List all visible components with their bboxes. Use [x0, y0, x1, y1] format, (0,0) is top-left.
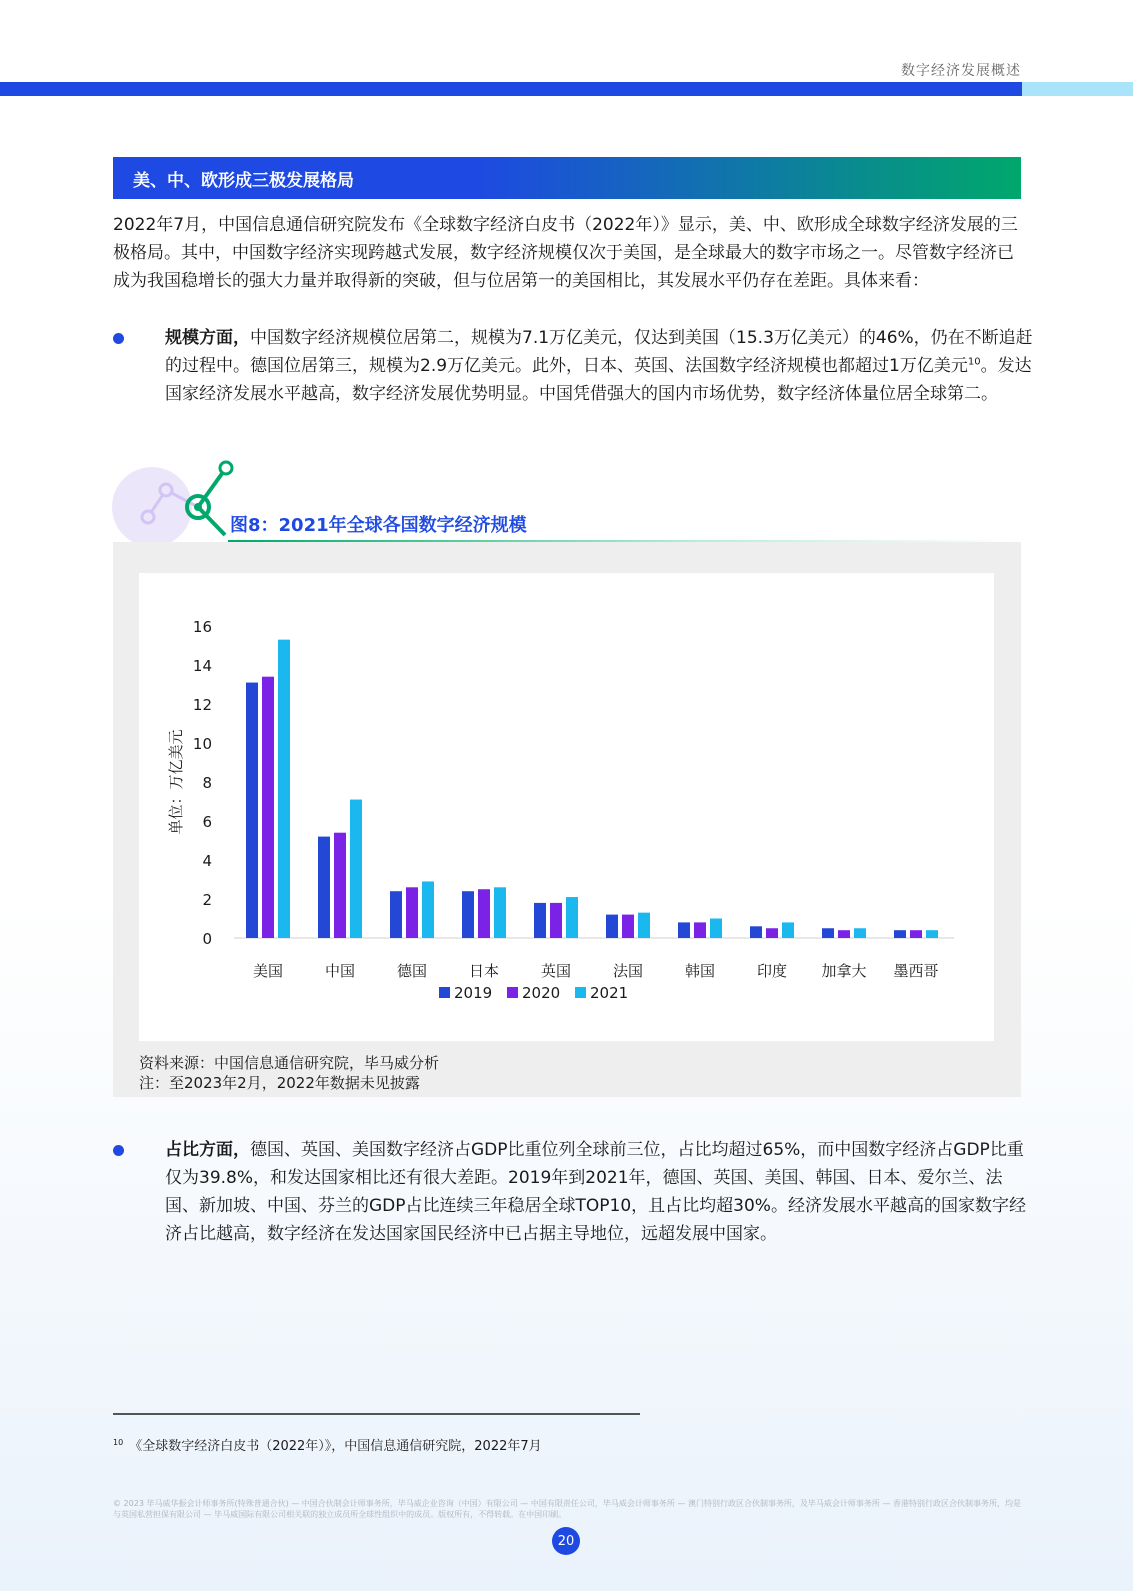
- chart-card: [139, 573, 994, 1041]
- x-tick-label: 韩国: [684, 962, 716, 980]
- bar-2019: [246, 683, 258, 938]
- x-tick-label: 德国: [396, 962, 428, 980]
- bullet-dot: [113, 1145, 124, 1156]
- y-tick-label: 6: [202, 813, 212, 831]
- section-banner: [113, 157, 1021, 199]
- bullet-body-b: 。发达国家经济发展水平越高，数字经济发展优势明显。中国凭借强大的国内市场优势，数字经济体量位居全球第二。: [165, 356, 1032, 404]
- x-tick-label: 美国: [252, 962, 284, 980]
- page-number: 20: [552, 1527, 580, 1555]
- bar-2019: [750, 926, 762, 938]
- footnote-divider: [113, 1413, 640, 1415]
- x-tick-label: 墨西哥: [893, 962, 939, 980]
- bar-chart: [139, 573, 994, 1041]
- x-tick-label: 日本: [468, 962, 500, 980]
- y-tick-label: 12: [192, 696, 212, 714]
- running-header: 数字经济发展概述: [901, 63, 1021, 79]
- bar-2020: [910, 930, 922, 938]
- bullet-body: 德国、英国、美国数字经济占GDP比重位列全球前三位，占比均超过65%，而中国数字经济占GDP比重仅为39.8%，和发达国家相比还有很大差距。2019年到2021年，德国、英国、美国、韩国、日本、爱尔兰、法国、新加坡、中国、芬兰的GDP占比连续三年稳居全球TOP10，且占比均超30%。经济发展水平越高的国家数字经济占比越高，数字经济在发达国家国民经济中已占据主导地位，远超发展中国家。: [165, 1140, 1026, 1244]
- legal-text: © 2023 毕马威华振会计师事务所(特殊普通合伙) — 中国合伙制会计师事务所，毕马威企业咨询（中国）有限公司 — 中国有限责任公司，毕马威会计师事务所 — 澳门特别行政区合伙制事务所，及毕马威会计师事务所 — 香港特别行政区合伙制事务所，均是与英国私营担保有限公司 — 毕马威国际有限公司相关联的独立成员所全球性组织中的成员。版权所有，不得转载。在中国印刷。: [113, 1499, 1022, 1519]
- footnote-number: 10: [113, 1437, 124, 1447]
- bar-2020: [334, 833, 346, 938]
- y-tick-label: 0: [202, 930, 212, 948]
- x-tick-label: 中国: [324, 962, 356, 980]
- bar-2020: [622, 915, 634, 938]
- footnote-ref[interactable]: 10: [967, 356, 981, 368]
- bar-2021: [494, 887, 506, 938]
- y-tick-label: 2: [202, 891, 212, 909]
- bar-2019: [894, 930, 906, 938]
- bar-2021: [854, 928, 866, 938]
- bar-2020: [694, 922, 706, 938]
- x-tick-label: 加拿大: [821, 962, 867, 980]
- y-tick-label: 4: [202, 852, 212, 870]
- header-bar-accent: [1022, 82, 1133, 96]
- bullet-text: [165, 324, 1035, 408]
- bar-2020: [478, 889, 490, 938]
- header-bar: [0, 82, 1022, 96]
- bar-2021: [926, 930, 938, 938]
- bar-2021: [278, 640, 290, 938]
- y-tick-label: 8: [202, 774, 212, 792]
- bar-2020: [406, 887, 418, 938]
- bar-2021: [710, 919, 722, 939]
- bar-2020: [550, 903, 562, 938]
- intro-paragraph: 2022年7月，中国信息通信研究院发布《全球数字经济白皮书（2022年）》显示，美、中、欧形成全球数字经济发展的三极格局。其中，中国数字经济实现跨越式发展，数字经济规模仅次于美国，是全球最大的数字市场之一。尽管数字经济已成为我国稳增长的强大力量并取得新的突破，但与位居第一的美国相比，其发展水平仍存在差距。具体来看：: [113, 215, 1018, 291]
- bar-2019: [678, 922, 690, 938]
- figure-note: 注：至2023年2月，2022年数据未见披露: [139, 1074, 420, 1092]
- x-tick-label: 印度: [756, 962, 788, 980]
- bullet-dot: [113, 333, 124, 344]
- bullet-text: [165, 1136, 1035, 1248]
- legend-swatch-2021: [575, 987, 586, 998]
- y-tick-label: 14: [192, 657, 212, 675]
- bullet-lead: 规模方面，: [165, 328, 250, 348]
- footnote-text: 《全球数字经济白皮书（2022年）》，中国信息通信研究院，2022年7月: [129, 1439, 542, 1454]
- legend-label-2019: 2019: [454, 984, 493, 1002]
- bar-2019: [390, 891, 402, 938]
- bar-2020: [262, 677, 274, 938]
- bar-2019: [462, 891, 474, 938]
- x-tick-label: 法国: [612, 962, 644, 980]
- legend-swatch-2019: [439, 987, 450, 998]
- bullet-scale: [113, 324, 1035, 408]
- y-tick-label: 10: [192, 735, 212, 753]
- bullet-body-a: 中国数字经济规模位居第二，规模为7.1万亿美元，仅达到美国（15.3万亿美元）的46%，仍在不断追赶的过程中。德国位居第三，规模为2.9万亿美元。此外，日本、英国、法国数字经济规模也都超过1万亿美元: [165, 328, 1033, 376]
- footnote: [113, 1435, 542, 1454]
- bar-2020: [838, 930, 850, 938]
- bullet-share: [113, 1136, 1035, 1248]
- bullet-lead: 占比方面，: [165, 1140, 250, 1160]
- bar-2021: [422, 881, 434, 938]
- legend-label-2020: 2020: [522, 984, 561, 1002]
- bar-2021: [566, 897, 578, 938]
- legend-swatch-2020: [507, 987, 518, 998]
- bar-2019: [534, 903, 546, 938]
- bar-2019: [822, 928, 834, 938]
- figure-title: 图8：2021年全球各国数字经济规模: [230, 515, 527, 536]
- bar-2019: [606, 915, 618, 938]
- section-title: 美、中、欧形成三极发展格局: [133, 170, 354, 191]
- figure-source: 资料来源：中国信息通信研究院，毕马威分析: [139, 1054, 440, 1072]
- bar-2021: [350, 800, 362, 938]
- bar-2020: [766, 928, 778, 938]
- bar-2021: [638, 913, 650, 938]
- x-tick-label: 英国: [540, 962, 572, 980]
- bar-2021: [782, 922, 794, 938]
- bar-2019: [318, 837, 330, 938]
- legend-label-2021: 2021: [590, 984, 629, 1002]
- y-axis-label: 单位：万亿美元: [167, 729, 185, 835]
- figure-network-icon: [130, 455, 240, 545]
- y-tick-label: 16: [192, 618, 212, 636]
